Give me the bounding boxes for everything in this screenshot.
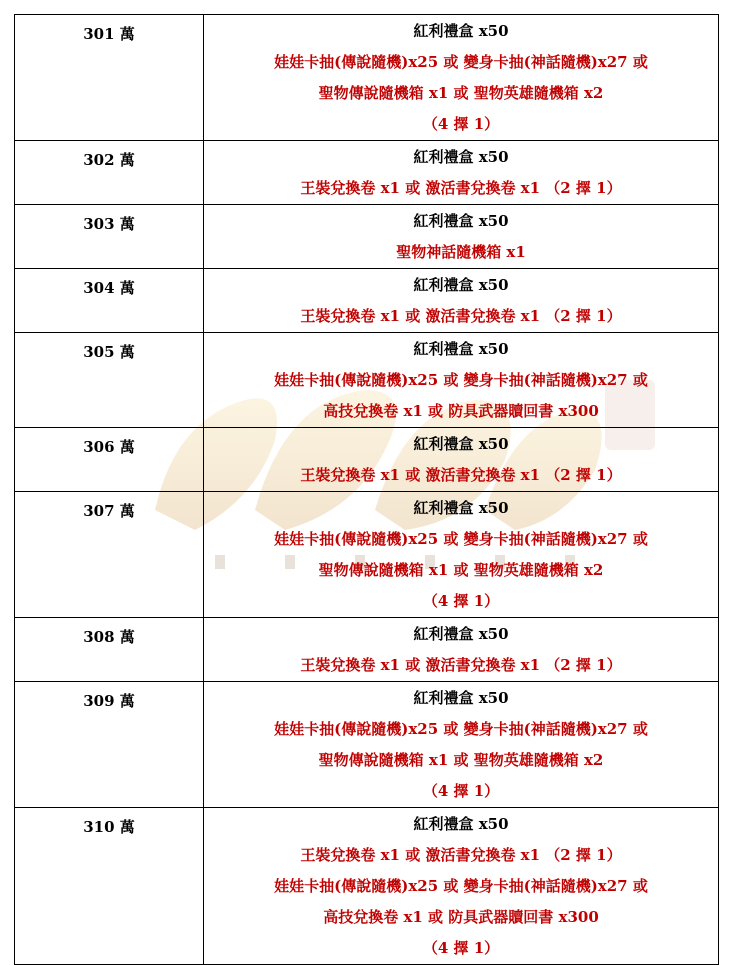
reward-base-line: 紅利禮盒 x50 — [413, 815, 509, 833]
reward-base-line: 紅利禮盒 x50 — [413, 340, 509, 358]
reward-row — [15, 269, 719, 333]
threshold-cell: 301 萬 — [15, 15, 204, 141]
reward-option-line: （4 擇 1） — [422, 592, 500, 610]
threshold-cell: 302 萬 — [15, 141, 204, 205]
reward-row — [15, 428, 719, 492]
threshold-cell: 309 萬 — [15, 682, 204, 808]
reward-option-line: 王裝兌換卷 x1 或 激活書兌換卷 x1 （2 擇 1） — [300, 307, 622, 325]
reward-option-line: 王裝兌換卷 x1 或 激活書兌換卷 x1 （2 擇 1） — [300, 466, 622, 484]
reward-option-line: 娃娃卡抽(傳說隨機)x25 或 變身卡抽(神話隨機)x27 或 — [274, 720, 648, 738]
reward-option-line: （4 擇 1） — [422, 939, 500, 957]
reward-row — [15, 618, 719, 682]
reward-option-line: 娃娃卡抽(傳說隨機)x25 或 變身卡抽(神話隨機)x27 或 — [274, 877, 648, 895]
reward-option-line: 聖物傳說隨機箱 x1 或 聖物英雄隨機箱 x2 — [318, 561, 604, 579]
rewards-cell — [204, 492, 719, 618]
reward-base-line: 紅利禮盒 x50 — [413, 276, 509, 294]
reward-base-line: 紅利禮盒 x50 — [413, 148, 509, 166]
reward-base-line: 紅利禮盒 x50 — [413, 22, 509, 40]
reward-option-line: 聖物傳說隨機箱 x1 或 聖物英雄隨機箱 x2 — [318, 751, 604, 769]
reward-option-line: 王裝兌換卷 x1 或 激活書兌換卷 x1 （2 擇 1） — [300, 656, 622, 674]
reward-row — [15, 333, 719, 428]
reward-option-line: （4 擇 1） — [422, 782, 500, 800]
reward-option-line: 高技兌換卷 x1 或 防具武器贖回書 x300 — [323, 908, 599, 926]
reward-base-line: 紅利禮盒 x50 — [413, 212, 509, 230]
reward-row — [15, 682, 719, 808]
reward-option-line: 聖物神話隨機箱 x1 — [396, 243, 526, 261]
reward-option-line: 王裝兌換卷 x1 或 激活書兌換卷 x1 （2 擇 1） — [300, 846, 622, 864]
reward-row — [15, 205, 719, 269]
threshold-cell: 310 萬 — [15, 808, 204, 965]
reward-row — [15, 141, 719, 205]
reward-option-line: 高技兌換卷 x1 或 防具武器贖回書 x300 — [323, 402, 599, 420]
rewards-cell — [204, 141, 719, 205]
reward-row — [15, 492, 719, 618]
threshold-cell: 308 萬 — [15, 618, 204, 682]
threshold-cell: 303 萬 — [15, 205, 204, 269]
reward-base-line: 紅利禮盒 x50 — [413, 689, 509, 707]
rewards-cell — [204, 333, 719, 428]
threshold-cell: 304 萬 — [15, 269, 204, 333]
reward-option-line: 娃娃卡抽(傳說隨機)x25 或 變身卡抽(神話隨機)x27 或 — [274, 530, 648, 548]
threshold-cell: 305 萬 — [15, 333, 204, 428]
reward-base-line: 紅利禮盒 x50 — [413, 625, 509, 643]
reward-option-line: （4 擇 1） — [422, 115, 500, 133]
reward-table-body — [15, 15, 719, 965]
reward-option-line: 王裝兌換卷 x1 或 激活書兌換卷 x1 （2 擇 1） — [300, 179, 622, 197]
reward-base-line: 紅利禮盒 x50 — [413, 499, 509, 517]
rewards-cell — [204, 428, 719, 492]
rewards-cell — [204, 618, 719, 682]
rewards-cell — [204, 808, 719, 965]
rewards-cell — [204, 205, 719, 269]
threshold-cell: 307 萬 — [15, 492, 204, 618]
threshold-cell: 306 萬 — [15, 428, 204, 492]
rewards-cell — [204, 15, 719, 141]
reward-option-line: 娃娃卡抽(傳說隨機)x25 或 變身卡抽(神話隨機)x27 或 — [274, 53, 648, 71]
reward-option-line: 娃娃卡抽(傳說隨機)x25 或 變身卡抽(神話隨機)x27 或 — [274, 371, 648, 389]
reward-row — [15, 808, 719, 965]
reward-table — [14, 14, 719, 965]
reward-option-line: 聖物傳說隨機箱 x1 或 聖物英雄隨機箱 x2 — [318, 84, 604, 102]
rewards-cell — [204, 682, 719, 808]
reward-row — [15, 15, 719, 141]
rewards-cell — [204, 269, 719, 333]
reward-base-line: 紅利禮盒 x50 — [413, 435, 509, 453]
